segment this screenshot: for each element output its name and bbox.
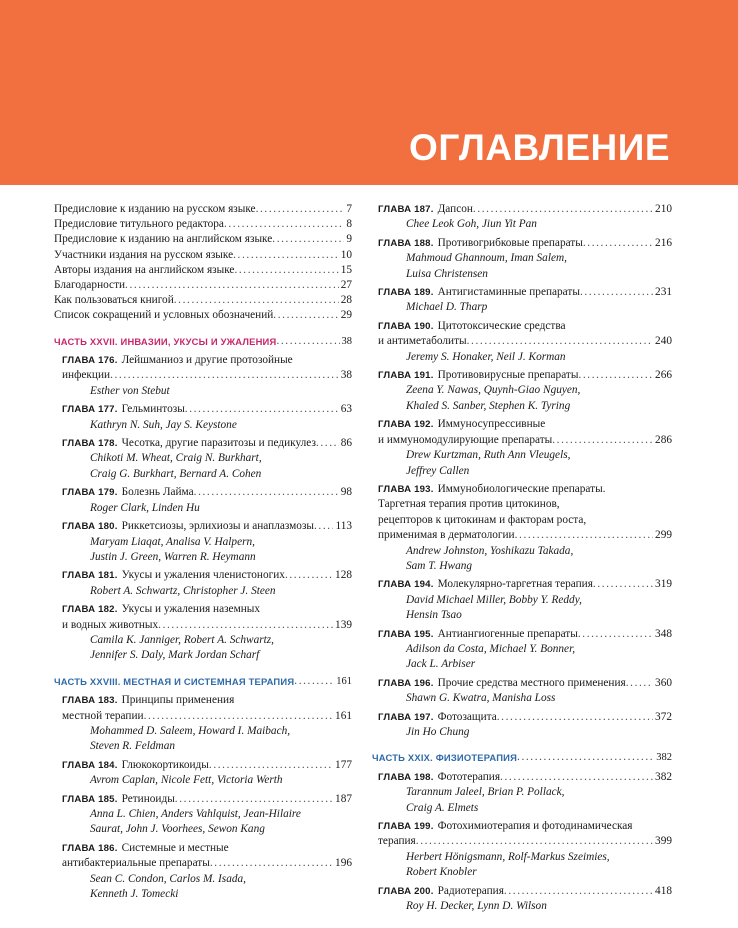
chapter-entry[interactable]: ГЛАВА 176. Лейшманиоз и другие протозойные инфекции ..... 38 Esther von Stebut [54,353,352,399]
chapter-entry[interactable]: ГЛАВА 184. Глюкокортикоиды ..... 177 Avrom Caplan, Nicole Fett, Victoria Werth [54,758,352,789]
chapter-entry[interactable]: ГЛАВА 183. Принципы применения местной терапии ..... 161 Mohammed D. Saleem, Howard I. Maibach, Steven R. Feldman [54,693,352,755]
chapter-entry[interactable]: ГЛАВА 196. Прочие средства местного применения ..... 360 Shawn G. Kwatra, Manisha Loss [372,676,672,707]
toc-entry[interactable]: Предисловие к изданию на английском языке ..... 9 [54,232,352,247]
toc-entry[interactable]: Список сокращений и условных обозначений ..... 29 [54,308,352,323]
chapter-entry[interactable]: ГЛАВА 187. Дапсон ..... 210 Chee Leok Goh, Jiun Yit Pan [372,202,672,233]
chapter-entry[interactable]: ГЛАВА 197. Фотозащита ..... 372 Jin Ho Chung [372,710,672,741]
chapter-entry[interactable]: ГЛАВА 178. Чесотка, другие паразитозы и педикулез ..... 86 Chikoti M. Wheat, Craig N. Burkhart, Craig G. Burkhart, Bernard A. Cohen [54,436,352,482]
toc-entry[interactable]: Предисловие титульного редактора ..... 8 [54,217,352,232]
chapter-entry[interactable]: ГЛАВА 193. Иммунобиологические препараты. Таргетная терапия против цитокинов, рецепторов к цитокинам и факторам роста, применимая в дерматологии ..... 299 Andrew Johnston, Yoshikazu Takada, Sam T. Hwang [372,482,672,574]
chapter-entry[interactable]: ГЛАВА 180. Риккетсиозы, эрлихиозы и анаплазмозы ..... 113 Maryam Liaqat, Analisa V. Halpern, Justin J. Green, Warren R. Heymann [54,519,352,565]
chapter-entry[interactable]: ГЛАВА 182. Укусы и ужаления наземных и водных животных ..... 139 Camila K. Janniger, Robert A. Schwartz, Jennifer S. Daly, Mark Jordan Scharf [54,602,352,664]
part-heading[interactable]: ЧАСТЬ XXVII. ИНВАЗИИ, УКУСЫ И УЖАЛЕНИЯ ..... 38 [54,334,352,349]
chapter-entry[interactable]: ГЛАВА 188. Противогрибковые препараты ..... 216 Mahmoud Ghannoum, Iman Salem, Luisa Christensen [372,236,672,282]
header-banner [0,0,738,185]
toc-right-column [372,202,672,917]
chapter-entry[interactable]: ГЛАВА 190. Цитотоксические средства и антиметаболиты ..... 240 Jeremy S. Honaker, Neil J. Korman [372,319,672,365]
chapter-entry[interactable]: ГЛАВА 194. Молекулярно-таргетная терапия ..... 319 David Michael Miller, Bobby Y. Reddy, Hensin Tsao [372,577,672,623]
chapter-entry[interactable]: ГЛАВА 192. Иммуносупрессивные и иммуномодулирующие препараты ..... 286 Drew Kurtzman, Ruth Ann Vleugels, Jeffrey Callen [372,417,672,479]
chapter-entry[interactable]: ГЛАВА 189. Антигистаминные препараты ..... 231 Michael D. Tharp [372,285,672,316]
chapter-entry[interactable]: ГЛАВА 177. Гельминтозы ..... 63 Kathryn N. Suh, Jay S. Keystone [54,402,352,433]
chapter-entry[interactable]: ГЛАВА 179. Болезнь Лайма ..... 98 Roger Clark, Linden Hu [54,485,352,516]
toc-left-column [54,202,352,905]
toc-entry[interactable]: Благодарности ..... 27 [54,278,352,293]
toc-entry[interactable]: Предисловие к изданию на русском языке ..... 7 [54,202,352,217]
chapter-entry[interactable]: ГЛАВА 181. Укусы и ужаления членистоногих ..... 128 Robert A. Schwartz, Christopher J. Steen [54,568,352,599]
chapter-entry[interactable]: ГЛАВА 198. Фототерапия ..... 382 Tarannum Jaleel, Brian P. Pollack, Craig A. Elmets [372,770,672,816]
chapter-entry[interactable]: ГЛАВА 195. Антиангиогенные препараты ..... 348 Adilson da Costa, Michael Y. Bonner, Jack L. Arbiser [372,627,672,673]
toc-entry[interactable]: Авторы издания на английском языке ..... 15 [54,263,352,278]
chapter-entry[interactable]: ГЛАВА 185. Ретиноиды ..... 187 Anna L. Chien, Anders Vahlquist, Jean-Hilaire Saurat, John J. Voorhees, Sewon Kang [54,792,352,838]
chapter-entry[interactable]: ГЛАВА 186. Системные и местные антибактериальные препараты ..... 196 Sean C. Condon, Carlos M. Isada, Kenneth J. Tomecki [54,841,352,903]
toc-entry[interactable]: Участники издания на русском языке ..... 10 [54,248,352,263]
toc-entry[interactable]: Как пользоваться книгой ..... 28 [54,293,352,308]
page-title: ОГЛАВЛЕНИЕ [409,127,670,168]
chapter-entry[interactable]: ГЛАВА 191. Противовирусные препараты ..... 266 Zeena Y. Nawas, Quynh-Giao Nguyen, Khaled S. Sanber, Stephen K. Tyring [372,368,672,414]
part-heading[interactable]: ЧАСТЬ XXVIII. МЕСТНАЯ И СИСТЕМНАЯ ТЕРАПИЯ ..... 161 [54,674,352,689]
part-heading[interactable]: ЧАСТЬ XXIX. ФИЗИОТЕРАПИЯ ..... 382 [372,750,672,765]
chapter-entry[interactable]: ГЛАВА 199. Фотохимиотерапия и фотодинамическая терапия ..... 399 Herbert Hönigsmann, Rolf-Markus Szeimies, Robert Knobler [372,819,672,881]
preface-list [54,202,352,324]
chapter-entry[interactable]: ГЛАВА 200. Радиотерапия ..... 418 Roy H. Decker, Lynn D. Wilson [372,884,672,915]
